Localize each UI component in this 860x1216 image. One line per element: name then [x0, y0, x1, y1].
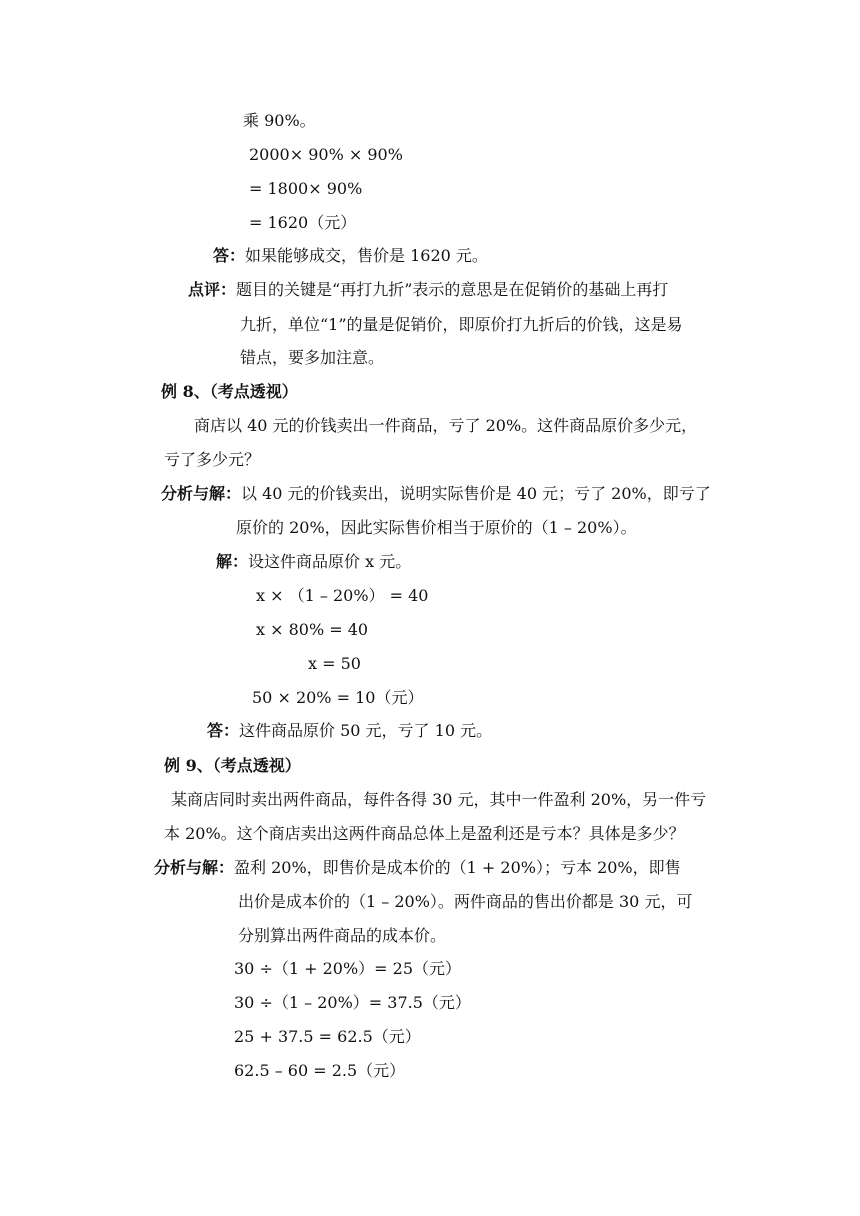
analysis-text: 以 40 元的价钱卖出，说明实际售价是 40 元；亏了 20%，即亏了 [241, 484, 711, 503]
problem-line: 某商店同时卖出两件商品，每件各得 30 元，其中一件盈利 20%，另一件亏 [171, 790, 707, 809]
comment-text: 题目的关键是“再打九折”表示的意思是在促销价的基础上再打 [236, 280, 669, 299]
answer-line [213, 245, 488, 267]
equation-line: x = 50 [308, 654, 361, 673]
example-heading: 例 9、（考点透视） [164, 756, 301, 775]
answer-text: 如果能够成交，售价是 1620 元。 [245, 246, 488, 265]
answer-label: 答： [213, 246, 246, 265]
analysis-text: 盈利 20%，即售价是成本价的（1 + 20%）；亏本 20%，即售 [234, 858, 681, 877]
answer-line [207, 720, 492, 742]
problem-line: 亏了多少元？ [164, 450, 261, 469]
answer-text: 这件商品原价 50 元，亏了 10 元。 [239, 721, 493, 740]
equation-line: x × 80% = 40 [256, 620, 369, 639]
equation-line: 30 ÷（1 + 20%）= 25（元） [234, 959, 462, 978]
text-line: 九折，单位“1”的量是促销价，即原价打九折后的价钱，这是易 [240, 315, 683, 334]
equation-line: 2000× 90% × 90% [249, 145, 403, 164]
equation-line: = 1800× 90% [249, 179, 363, 198]
text-line: 错点，要多加注意。 [240, 348, 385, 367]
analysis-line [161, 483, 711, 505]
problem-line: 本 20%。这个商店卖出这两件商品总体上是盈利还是亏本？具体是多少？ [164, 824, 685, 843]
comment-label: 点评： [188, 280, 237, 299]
answer-label: 答： [207, 721, 240, 740]
example-heading: 例 8、（考点透视） [161, 382, 298, 401]
solution-text: 设这件商品原价 x 元。 [248, 552, 412, 571]
equation-line: = 1620（元） [249, 213, 357, 232]
equation-line: x × （1 – 20%） = 40 [256, 586, 429, 605]
equation-line: 62.5 – 60 = 2.5（元） [234, 1061, 406, 1080]
equation-line: 25 + 37.5 = 62.5（元） [234, 1027, 421, 1046]
comment-line [188, 279, 668, 301]
text-line: 出价是成本价的（1 – 20%）。两件商品的售出价都是 30 元，可 [238, 892, 693, 911]
analysis-line [154, 857, 681, 879]
analysis-label: 分析与解： [154, 858, 235, 877]
text-line: 原价的 20%，因此实际售价相当于原价的（1 – 20%）。 [236, 518, 637, 537]
equation-line: 50 × 20% = 10（元） [252, 688, 424, 707]
equation-line: 30 ÷（1 – 20%）= 37.5（元） [234, 993, 471, 1012]
text-line: 分别算出两件商品的成本价。 [238, 926, 447, 945]
solution-line [216, 551, 411, 573]
text-line: 乘 90%。 [243, 111, 316, 130]
solution-label: 解： [216, 552, 249, 571]
analysis-label: 分析与解： [161, 484, 242, 503]
problem-line: 商店以 40 元的价钱卖出一件商品，亏了 20%。这件商品原价多少元， [194, 416, 698, 435]
